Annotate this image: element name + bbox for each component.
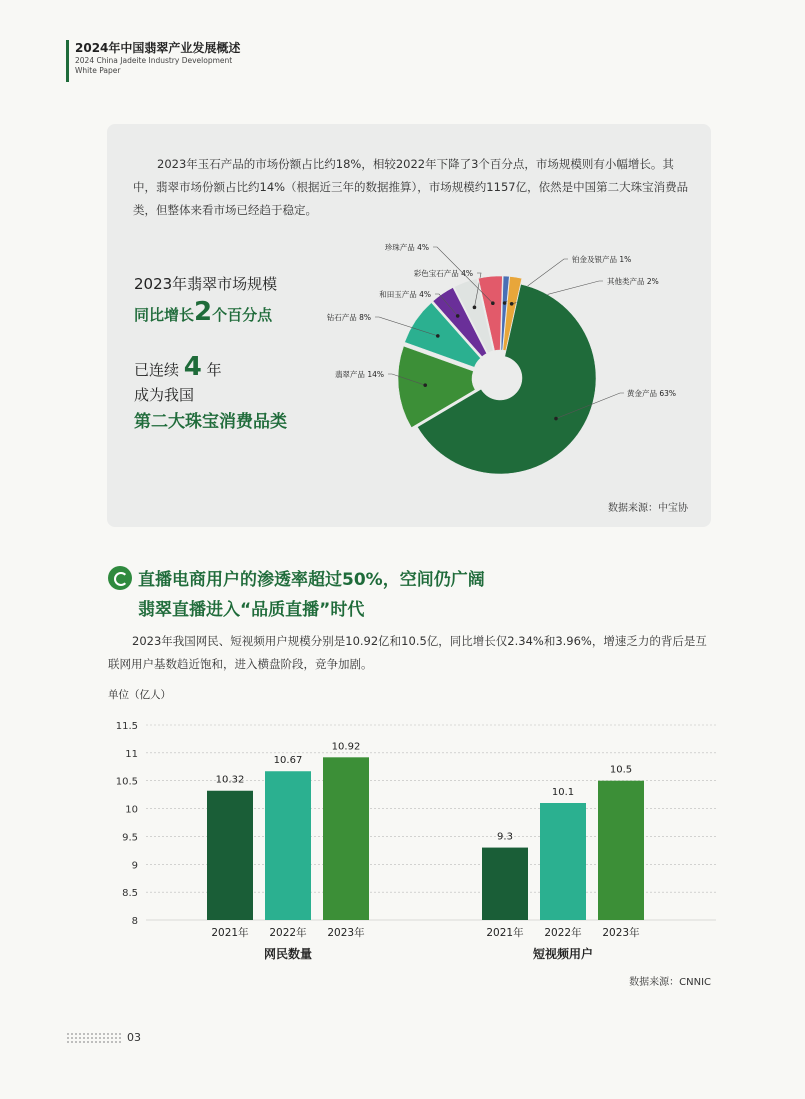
- pie-slice-label: 彩色宝石产品 4%: [413, 269, 473, 278]
- bar-y-tick-label: 9.5: [122, 832, 138, 844]
- section-title-line1: 直播电商用户的渗透率超过50%，空间仍广阔: [138, 570, 485, 590]
- highlight-line1: 2023年翡翠市场规模: [134, 275, 278, 293]
- header-accent-bar: [66, 40, 69, 82]
- pie-leader-dot: [503, 301, 507, 305]
- bar-value-label: 10.67: [273, 755, 303, 767]
- page-dots-decoration: [66, 1032, 122, 1044]
- bar-group-label: 网民数量: [263, 947, 313, 961]
- pie-leader-dot: [456, 314, 460, 318]
- highlight-line3-post: 年: [206, 361, 222, 379]
- bar-y-tick-label: 11.5: [115, 721, 138, 732]
- bar-value-label: 10.5: [609, 764, 633, 776]
- bar-group-label: 短视频用户: [532, 947, 594, 961]
- bar-value-label: 10.1: [551, 787, 575, 798]
- pie-leader-dot: [436, 334, 440, 338]
- bar: [598, 781, 644, 920]
- bar: [265, 771, 311, 920]
- section-leaf-icon: [108, 566, 132, 590]
- pie-slice-label: 翡翠产品 14%: [334, 370, 384, 379]
- bar-y-tick-label: 10.5: [115, 776, 138, 788]
- user-scale-bar-chart: [96, 685, 721, 970]
- header-title: 2024年中国翡翠产业发展概述: [75, 41, 241, 55]
- bar-category-label: 2022年: [269, 927, 307, 939]
- bar-value-label: 9.3: [497, 831, 513, 843]
- bar: [323, 757, 369, 920]
- highlight-line2-pre: 同比增长: [134, 306, 195, 324]
- bar-y-tick-label: 10: [125, 804, 138, 816]
- pie-slice-label: 其他类产品 2%: [607, 277, 659, 286]
- bar-value-label: 10.32: [215, 774, 245, 786]
- bar-y-tick-label: 8: [131, 916, 138, 927]
- header-subtitle: 2024 China Jadeite Industry Development White Paper: [75, 56, 233, 75]
- pie-slice-label: 钻石产品 8%: [326, 313, 371, 322]
- bar-y-tick-label: 9: [131, 860, 138, 872]
- bar-category-label: 2023年: [327, 927, 365, 939]
- section-source: 数据来源：CNNIC: [629, 977, 711, 988]
- bar-chart-unit-label: 单位（亿人）: [108, 689, 171, 701]
- highlight-line4: 成为我国: [134, 386, 195, 404]
- pie-slice-label: 珍珠产品 4%: [384, 243, 429, 252]
- page-number: 03: [127, 1031, 141, 1044]
- bar: [540, 803, 586, 920]
- bar-category-label: 2022年: [544, 927, 582, 939]
- bar-value-label: 10.92: [331, 741, 361, 753]
- section-title-line2: 翡翠直播进入“品质直播”时代: [138, 600, 365, 620]
- card-paragraph: 2023年玉石产品的市场份额占比约18%，相较2022年下降了3个百分点，市场规模则有小幅增长。其中，翡翠市场份额占比约14%（根据近三年的数据推算），市场规模约1157亿，依然是中国第二大珠宝消费品类，但整体来看市场已经趋于稳定。: [133, 157, 689, 217]
- bar-category-label: 2021年: [486, 927, 524, 939]
- highlight-line3-num: 4: [183, 352, 202, 382]
- bar: [207, 791, 253, 920]
- highlight-line2-post: 个百分点: [212, 306, 273, 324]
- pie-slice-label: 黄金产品 63%: [627, 389, 677, 398]
- highlight-line2-num: 2: [194, 297, 213, 327]
- pie-leader-dot: [554, 417, 558, 421]
- bar-category-label: 2021年: [211, 927, 249, 939]
- pie-leader-dot: [423, 383, 427, 387]
- highlight-line3: [134, 352, 222, 382]
- bar: [482, 848, 528, 920]
- highlight-line3-pre: 已连续: [134, 361, 180, 379]
- bar-category-label: 2023年: [602, 927, 640, 939]
- bar-y-tick-label: 11: [125, 748, 138, 760]
- pie-leader-dot: [510, 302, 514, 306]
- highlight-line2: [134, 297, 272, 327]
- pie-leader-dot: [473, 306, 477, 310]
- section-paragraph: 2023年我国网民、短视频用户规模分别是10.92亿和10.5亿，同比增长仅2.34%和3.96%，增速乏力的背后是互联网用户基数趋近饱和，进入横盘阶段，竞争加剧。: [108, 634, 707, 671]
- market-share-pie-chart: [300, 230, 700, 495]
- pie-leader-dot: [491, 301, 495, 305]
- pie-slice-label: 铂金及银产品 1%: [572, 255, 632, 264]
- card-source: 数据来源：中宝协: [608, 503, 688, 514]
- bar-y-tick-label: 8.5: [122, 888, 138, 900]
- pie-slice-label: 和田玉产品 4%: [379, 290, 431, 299]
- highlight-line5: 第二大珠宝消费品类: [134, 412, 287, 432]
